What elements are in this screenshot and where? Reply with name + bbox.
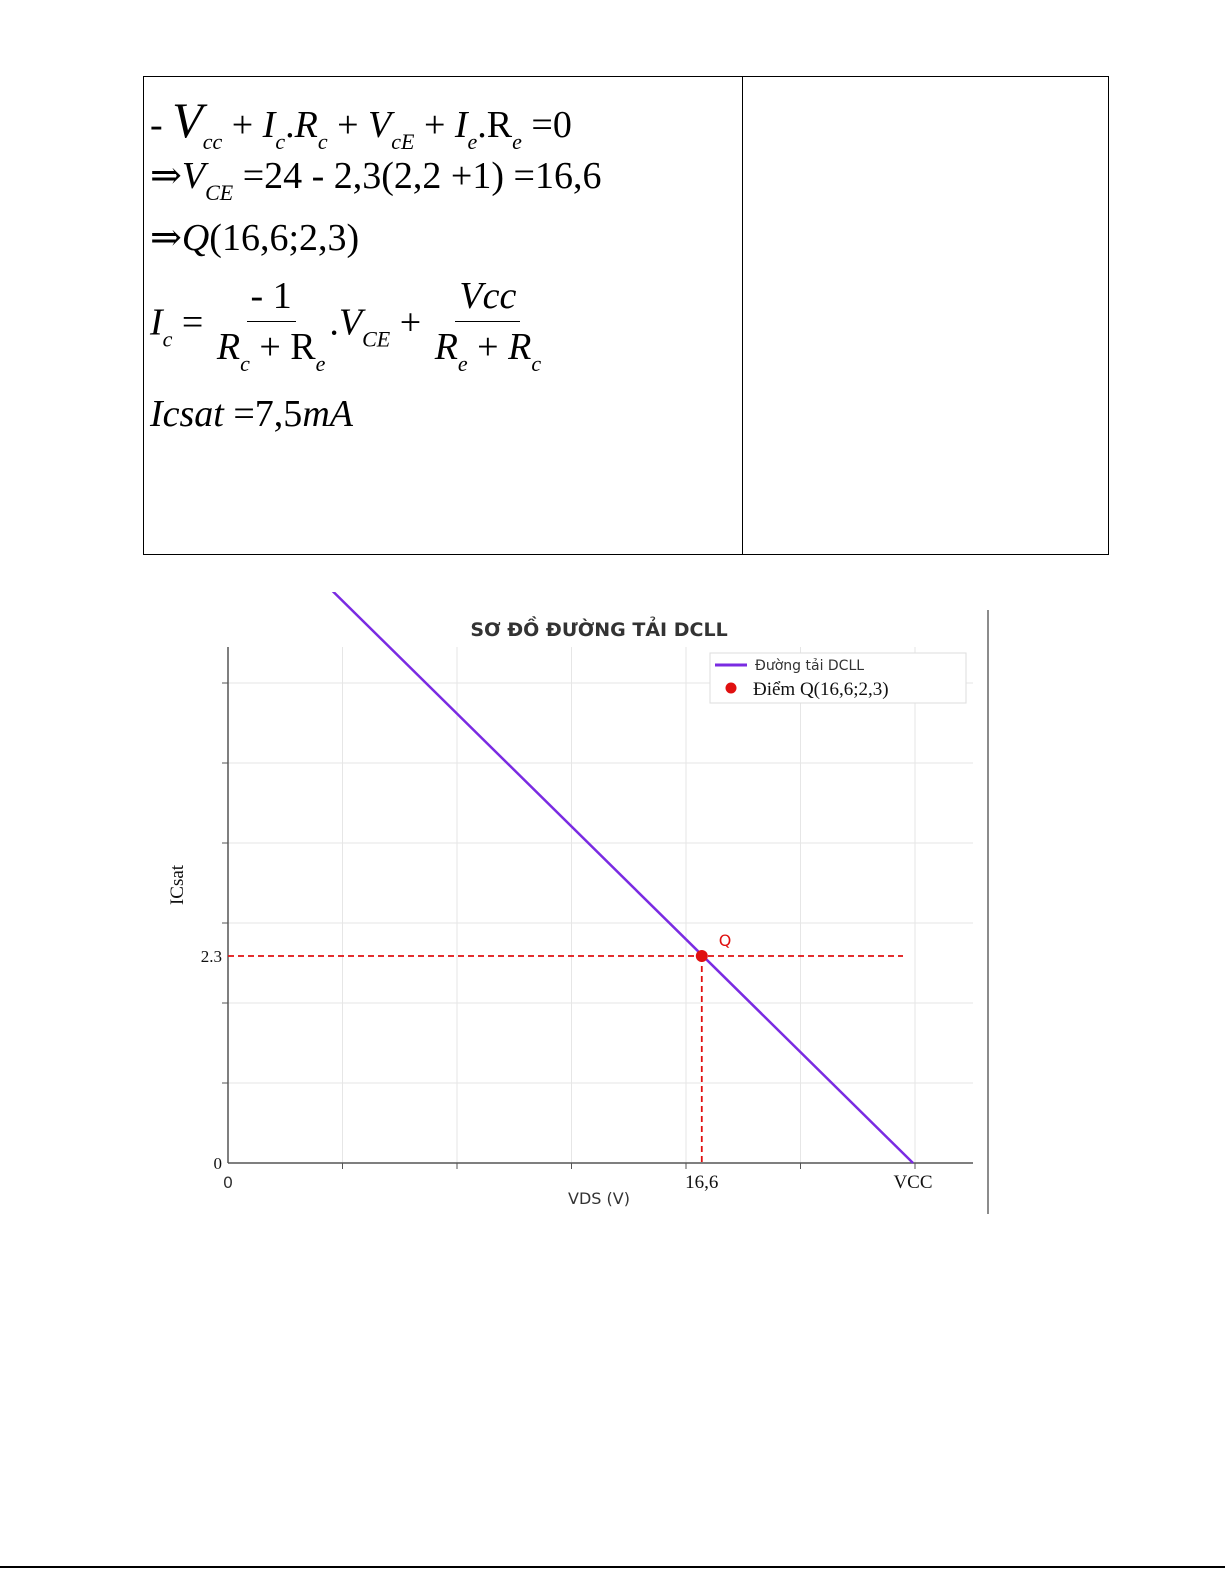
q-point (696, 950, 708, 962)
kvl-equation: - $V_{cc} + I_c.R_c + V_{cE} + I_e.R_e =0$ (150, 92, 572, 154)
q-point-label: Q (718, 931, 732, 950)
y-axis-label: ICsat (167, 864, 188, 906)
legend-point-label: Điểm Q(16,6;2,3) (753, 679, 889, 700)
equation-cell (144, 77, 743, 554)
x-axis-label: VDS (V) (568, 1189, 630, 1208)
load-line-equation: $I_c$ = $\frac{- 1}{R_c + R_e}$ $.V_{CE}$ + $\frac{\text{Vcc}}{R_e + R_c}$ (150, 277, 545, 375)
chart-svg (143, 592, 1073, 1232)
icsat-equation: Icsat =7,5mA (150, 393, 353, 435)
grid-lines (228, 647, 973, 1163)
load-line-chart (143, 592, 1073, 1232)
y-tick-label: 2.3 (200, 947, 222, 966)
q-point-equation: ⇒Q(16,6;2,3) (150, 217, 360, 259)
y-tick-label: 0 (213, 1154, 222, 1173)
equation-table (143, 76, 1109, 555)
fraction-intercept: $\frac{\text{Vcc}}{R_e + R_c}$ (434, 275, 542, 376)
x-tick-label: VCC (893, 1172, 933, 1193)
empty-cell (743, 77, 1108, 554)
x-tick-label: 16,6 (685, 1172, 719, 1193)
chart-title: SƠ ĐỒ ĐƯỜNG TẢI DCLL (470, 619, 728, 641)
vce-equation: $\Rightarrow V_{CE} =24 - 2,3(2,2 +1) =16,6$ (150, 155, 602, 205)
x-tick-label: 0 (222, 1173, 234, 1192)
legend (710, 653, 966, 703)
minor-ticks (222, 683, 915, 1169)
page-bottom-rule (0, 1566, 1225, 1568)
fraction-slope: $\frac{- 1}{R_c + R_e}$ (216, 275, 326, 376)
legend-point-swatch (726, 683, 737, 694)
legend-series-label: Đường tải DCLL (755, 658, 865, 674)
